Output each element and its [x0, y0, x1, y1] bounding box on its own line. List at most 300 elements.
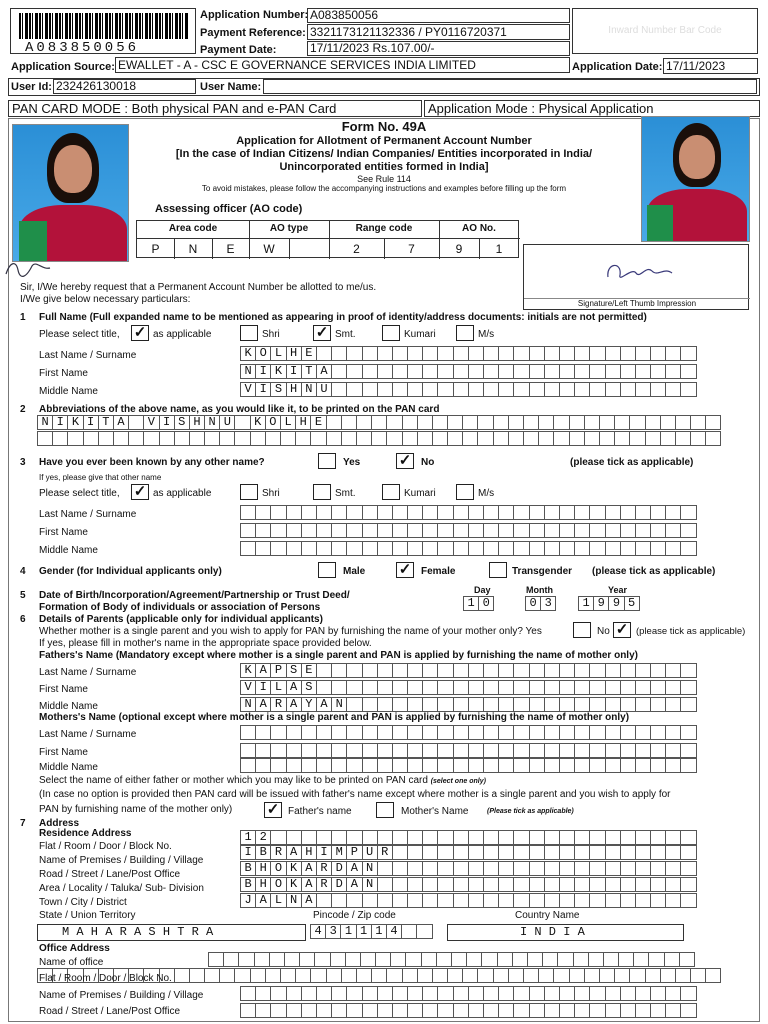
char-cell: [650, 541, 666, 556]
char-cell: [301, 505, 317, 520]
char-cell: [529, 663, 545, 678]
char-cell: 9: [608, 596, 624, 611]
char-cell: [316, 523, 332, 538]
char-cell: [437, 697, 453, 712]
char-cell: [377, 541, 393, 556]
char-cell: [255, 743, 271, 758]
ao-val: N: [188, 242, 198, 256]
char-cell: [437, 364, 453, 379]
char-cell: [386, 415, 402, 430]
char-cell: [392, 877, 408, 892]
s3-select-tick: ✓: [131, 484, 149, 500]
char-cell: [392, 1003, 408, 1018]
char-cell: [392, 382, 408, 397]
s3-no-checkbox[interactable]: ✓: [396, 453, 414, 469]
char-cell: [483, 697, 499, 712]
char-cell: [468, 986, 484, 1001]
char-cell: [508, 968, 524, 983]
char-cell: [466, 952, 482, 967]
ao-val: 9: [455, 242, 463, 256]
char-cell: [665, 877, 681, 892]
char-cell: [356, 968, 372, 983]
char-cell: [589, 382, 605, 397]
s6-no-label: No: [597, 626, 610, 637]
char-cell: [690, 415, 706, 430]
char-cell: [234, 415, 250, 430]
char-cell: [513, 877, 529, 892]
char-cell: [346, 697, 362, 712]
char-cell: [690, 968, 706, 983]
s3-yes-label: Yes: [343, 457, 361, 468]
s3-ms-label: M/s: [478, 488, 495, 499]
char-cell: L: [270, 893, 286, 908]
char-cell: [301, 743, 317, 758]
char-cell: [174, 968, 190, 983]
s5-year-label: Year: [608, 585, 628, 595]
char-cell: [574, 893, 590, 908]
char-cell: [559, 1003, 575, 1018]
char-cell: [392, 743, 408, 758]
s6-f-first-label: First Name: [39, 684, 88, 695]
ao-header-area: Area code: [168, 223, 218, 234]
s4-male-label: Male: [343, 566, 366, 577]
char-cell: [240, 758, 256, 773]
char-cell: [569, 431, 585, 446]
char-cell: [468, 1003, 484, 1018]
char-cell: [468, 743, 484, 758]
char-cell: [314, 952, 330, 967]
char-cell: [620, 758, 636, 773]
char-cell: [498, 680, 514, 695]
char-cell: [362, 725, 378, 740]
s1-kumari-checkbox[interactable]: [382, 325, 400, 341]
s6-father-title: Fathers's Name (Mandatory except where mother is a single parent and PAN is applied by furnishing the name of mother only): [39, 650, 638, 661]
char-cell: [189, 968, 205, 983]
payment-date-value: 17/11/2023 Rs.107.00/-: [307, 41, 570, 56]
s5-day-grid: [463, 596, 493, 611]
char-cell: [331, 986, 347, 1001]
s5-month-label: Month: [526, 585, 553, 595]
char-cell: [407, 893, 423, 908]
s1-shri-checkbox[interactable]: [240, 325, 258, 341]
char-cell: [331, 743, 347, 758]
s4-trans-checkbox[interactable]: [489, 562, 507, 578]
char-cell: [392, 861, 408, 876]
char-cell: [331, 364, 347, 379]
char-cell: [599, 968, 615, 983]
s3-shri-checkbox[interactable]: [240, 484, 258, 500]
char-cell: [453, 663, 469, 678]
char-cell: [650, 743, 666, 758]
char-cell: [635, 986, 651, 1001]
char-cell: [250, 968, 266, 983]
char-cell: [589, 663, 605, 678]
s2-num: 2: [20, 404, 26, 415]
char-cell: [635, 743, 651, 758]
char-cell: [513, 845, 529, 860]
char-cell: [407, 1003, 423, 1018]
char-cell: [447, 431, 463, 446]
char-cell: [437, 680, 453, 695]
char-cell: [650, 861, 666, 876]
s6-select-one: (select one only): [430, 778, 486, 785]
char-cell: [529, 541, 545, 556]
char-cell: [437, 523, 453, 538]
char-cell: [513, 505, 529, 520]
char-cell: [422, 1003, 438, 1018]
s6-m-first-label: First Name: [39, 747, 88, 758]
char-cell: [346, 680, 362, 695]
char-cell: [270, 725, 286, 740]
char-cell: [219, 431, 235, 446]
char-cell: 1: [340, 924, 356, 939]
char-cell: [529, 680, 545, 695]
char-cell: [620, 877, 636, 892]
s3-smt-checkbox[interactable]: [313, 484, 331, 500]
s3-kumari-checkbox[interactable]: [382, 484, 400, 500]
char-cell: H: [295, 415, 311, 430]
char-cell: [453, 541, 469, 556]
char-cell: [422, 663, 438, 678]
char-cell: V: [240, 382, 256, 397]
char-cell: [331, 505, 347, 520]
char-cell: [574, 541, 590, 556]
char-cell: [650, 986, 666, 1001]
char-cell: [665, 505, 681, 520]
char-cell: [447, 415, 463, 430]
char-cell: [629, 415, 645, 430]
char-cell: [620, 663, 636, 678]
char-cell: [665, 680, 681, 695]
char-cell: [377, 680, 393, 695]
char-cell: [574, 505, 590, 520]
char-cell: A: [346, 861, 362, 876]
char-cell: [468, 680, 484, 695]
s7-country-label: Country Name: [515, 910, 580, 921]
char-cell: [605, 877, 621, 892]
s7-state-value: M A H A R A S H T R A: [37, 924, 306, 941]
char-cell: [498, 986, 514, 1001]
s6-f-middle-grid: [240, 697, 696, 712]
barcode-text: A083850056: [25, 40, 140, 56]
s6-select-text: Select the name of either father or mother which you may like to be printed on PAN card: [39, 775, 428, 786]
char-cell: [331, 758, 347, 773]
char-cell: A: [286, 697, 302, 712]
char-cell: [468, 663, 484, 678]
char-cell: [650, 523, 666, 538]
s3-first-grid: [240, 523, 696, 538]
char-cell: [553, 968, 569, 983]
char-cell: [377, 697, 393, 712]
char-cell: [417, 415, 433, 430]
s6-mother-checkbox[interactable]: [376, 802, 394, 818]
char-cell: [559, 364, 575, 379]
char-cell: A: [301, 877, 317, 892]
char-cell: [453, 743, 469, 758]
s7-grid-0: [240, 830, 696, 845]
char-cell: N: [286, 893, 302, 908]
char-cell: [437, 830, 453, 845]
char-cell: [620, 346, 636, 361]
char-cell: [620, 523, 636, 538]
char-cell: [544, 523, 560, 538]
s6-num: 6: [20, 614, 26, 625]
form-instr: To avoid mistakes, please follow the accompanying instructions and examples before filling up the form: [201, 184, 567, 193]
char-cell: [286, 725, 302, 740]
char-cell: [331, 523, 347, 538]
char-cell: [650, 893, 666, 908]
char-cell: L: [270, 680, 286, 695]
char-cell: [544, 893, 560, 908]
s6-f-last-grid: [240, 663, 696, 678]
char-cell: [269, 952, 285, 967]
s3-shri-label: Shri: [262, 488, 280, 499]
app-mode: Application Mode : Physical Application: [424, 100, 760, 117]
s1-kumari-label: Kumari: [404, 329, 436, 340]
char-cell: [436, 952, 452, 967]
char-cell: [392, 893, 408, 908]
char-cell: H: [286, 382, 302, 397]
char-cell: 0: [478, 596, 494, 611]
char-cell: N: [240, 697, 256, 712]
char-cell: [589, 541, 605, 556]
char-cell: [635, 680, 651, 695]
s3-yes-checkbox[interactable]: [318, 453, 336, 469]
char-cell: [620, 1003, 636, 1018]
char-cell: R: [270, 697, 286, 712]
char-cell: [680, 758, 696, 773]
s4-trans-label: Transgender: [512, 566, 573, 577]
char-cell: [589, 877, 605, 892]
char-cell: 1: [240, 830, 256, 845]
char-cell: A: [316, 364, 332, 379]
s6-yes-checkbox[interactable]: [573, 622, 591, 638]
char-cell: [680, 505, 696, 520]
char-cell: O: [265, 415, 281, 430]
char-cell: [559, 725, 575, 740]
char-cell: [174, 431, 190, 446]
char-cell: [356, 431, 372, 446]
char-cell: [240, 986, 256, 1001]
char-cell: N: [240, 364, 256, 379]
char-cell: [316, 743, 332, 758]
char-cell: [346, 830, 362, 845]
char-cell: [680, 845, 696, 860]
char-cell: [680, 830, 696, 845]
s6-no-checkbox[interactable]: ✓: [613, 622, 631, 638]
char-cell: [498, 382, 514, 397]
char-cell: [362, 758, 378, 773]
s3-first-label: First Name: [39, 527, 88, 538]
char-cell: A: [286, 845, 302, 860]
char-cell: [508, 415, 524, 430]
char-cell: A: [255, 663, 271, 678]
s6-pan-line: PAN by furnishing name of the mother only): [39, 804, 233, 815]
char-cell: [432, 431, 448, 446]
char-cell: [453, 877, 469, 892]
s4-female-checkbox[interactable]: ✓: [396, 562, 414, 578]
char-cell: [584, 415, 600, 430]
char-cell: [331, 725, 347, 740]
char-cell: [377, 1003, 393, 1018]
char-cell: [331, 541, 347, 556]
s1-smt-checkbox[interactable]: ✓: [313, 325, 331, 341]
char-cell: [52, 431, 68, 446]
char-cell: [589, 986, 605, 1001]
char-cell: [512, 952, 528, 967]
s6-title: Details of Parents (applicable only for individual applicants): [39, 614, 323, 625]
char-cell: [270, 505, 286, 520]
s1-first-label: First Name: [39, 368, 88, 379]
char-cell: [255, 505, 271, 520]
char-cell: [544, 830, 560, 845]
char-cell: 9: [593, 596, 609, 611]
ao-val: P: [151, 242, 160, 256]
s4-male-checkbox[interactable]: [318, 562, 336, 578]
s6-father-opt: Father's name: [288, 806, 352, 817]
char-cell: [513, 663, 529, 678]
s4-title: Gender (for Individual applicants only): [39, 566, 222, 577]
char-cell: [498, 830, 514, 845]
char-cell: [386, 968, 402, 983]
s5-title2: Formation of Body of individuals or association of Persons: [39, 602, 321, 613]
char-cell: [680, 877, 696, 892]
s6-tick-note: (Please tick as applicable): [487, 808, 574, 815]
char-cell: [208, 952, 224, 967]
char-cell: [513, 830, 529, 845]
char-cell: [605, 758, 621, 773]
char-cell: [377, 523, 393, 538]
s1-shri-label: Shri: [262, 329, 280, 340]
s1-ms-checkbox[interactable]: [456, 325, 474, 341]
char-cell: [468, 697, 484, 712]
char-cell: [331, 1003, 347, 1018]
char-cell: [331, 680, 347, 695]
char-cell: V: [143, 415, 159, 430]
user-name-label: User Name:: [200, 81, 262, 93]
char-cell: [331, 830, 347, 845]
char-cell: H: [301, 845, 317, 860]
char-cell: [483, 861, 499, 876]
user-id-label: User Id:: [11, 81, 52, 93]
char-cell: [392, 845, 408, 860]
char-cell: [529, 758, 545, 773]
char-cell: [392, 680, 408, 695]
char-cell: [402, 968, 418, 983]
char-cell: [620, 830, 636, 845]
s7-pin-grid: [310, 924, 432, 939]
char-cell: A: [301, 861, 317, 876]
char-cell: [635, 382, 651, 397]
char-cell: [635, 830, 651, 845]
char-cell: [665, 725, 681, 740]
char-cell: [559, 505, 575, 520]
char-cell: [462, 415, 478, 430]
char-cell: [437, 743, 453, 758]
char-cell: [660, 968, 676, 983]
char-cell: [341, 968, 357, 983]
s5-day-label: Day: [474, 585, 491, 595]
char-cell: [453, 382, 469, 397]
char-cell: [529, 725, 545, 740]
char-cell: [605, 346, 621, 361]
char-cell: [468, 845, 484, 860]
char-cell: [223, 952, 239, 967]
ao-val: W: [263, 242, 275, 256]
char-cell: [665, 523, 681, 538]
char-cell: [392, 725, 408, 740]
char-cell: [513, 758, 529, 773]
char-cell: [255, 541, 271, 556]
char-cell: [629, 968, 645, 983]
char-cell: [498, 877, 514, 892]
char-cell: [468, 877, 484, 892]
ao-header-range: Range code: [355, 223, 413, 234]
char-cell: [417, 431, 433, 446]
char-cell: [483, 382, 499, 397]
char-cell: [635, 697, 651, 712]
char-cell: [422, 680, 438, 695]
char-cell: [238, 952, 254, 967]
s6-f-last-label: Last Name / Surname: [39, 667, 137, 678]
char-cell: [680, 364, 696, 379]
s1-last-label: Last Name / Surname: [39, 350, 137, 361]
char-cell: [635, 1003, 651, 1018]
char-cell: [599, 415, 615, 430]
s3-ms-checkbox[interactable]: [456, 484, 474, 500]
char-cell: [483, 877, 499, 892]
char-cell: [377, 364, 393, 379]
char-cell: [529, 1003, 545, 1018]
char-cell: [559, 743, 575, 758]
char-cell: [346, 743, 362, 758]
s3-middle-grid: [240, 541, 696, 556]
char-cell: [513, 893, 529, 908]
char-cell: [665, 743, 681, 758]
char-cell: [113, 431, 129, 446]
char-cell: [341, 415, 357, 430]
char-cell: [234, 431, 250, 446]
char-cell: [301, 986, 317, 1001]
char-cell: [589, 861, 605, 876]
char-cell: [407, 541, 423, 556]
char-cell: [432, 415, 448, 430]
s1-select-tick: ✓: [131, 325, 149, 341]
char-cell: [589, 758, 605, 773]
char-cell: [437, 505, 453, 520]
char-cell: I: [255, 364, 271, 379]
char-cell: [377, 893, 393, 908]
char-cell: N: [37, 415, 53, 430]
char-cell: [574, 830, 590, 845]
s6-father-checkbox[interactable]: ✓: [264, 802, 282, 818]
char-cell: Y: [301, 697, 317, 712]
char-cell: [468, 364, 484, 379]
char-cell: [559, 861, 575, 876]
char-cell: [620, 893, 636, 908]
char-cell: [589, 680, 605, 695]
char-cell: [407, 346, 423, 361]
s7-num: 7: [20, 818, 26, 829]
char-cell: S: [286, 663, 302, 678]
char-cell: [407, 382, 423, 397]
char-cell: D: [331, 877, 347, 892]
char-cell: [544, 382, 560, 397]
user-name-value: [263, 79, 757, 94]
char-cell: 1: [371, 924, 387, 939]
char-cell: V: [240, 680, 256, 695]
char-cell: [37, 431, 53, 446]
